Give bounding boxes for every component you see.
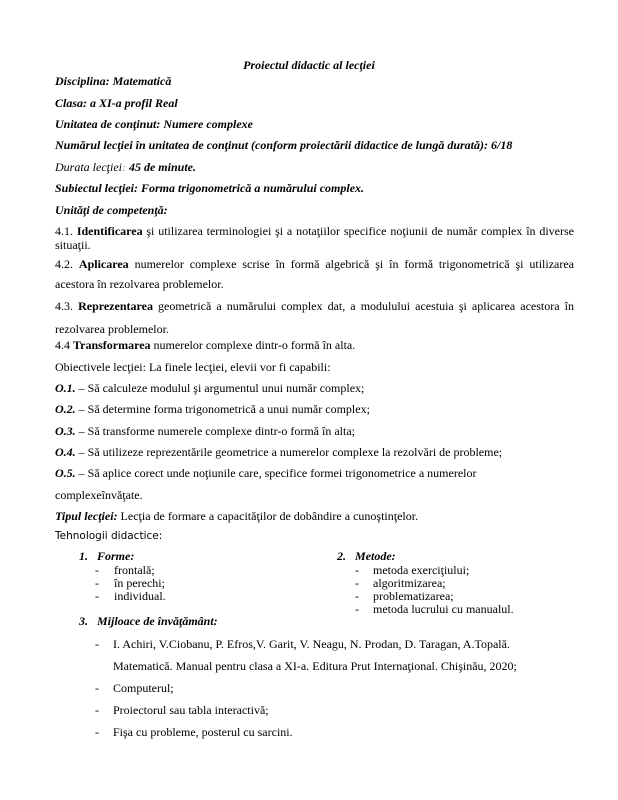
obiectiv-1: O.1. – Să calculeze modulul şi argumentul unui număr complex; [55,381,365,395]
metode-dash-2: - [355,576,359,590]
durata-label: Durata lecţiei [55,160,122,174]
mijloace-item-1-cont: Matematică. Manual pentru clasa a XI-a. Editura Prut Internaţional. Chişinău, 2020; [113,659,517,673]
tipul-lectiei: Tipul lecţiei: Lecţia de formare a capacităţilor de dobândire a cunoştinţelor. [55,509,419,523]
metode-title: Metode: [355,549,396,563]
mijloace-number: 3. [79,614,88,628]
obiectiv-4: O.4. – Să utilizeze reprezentările geometrice a numerelor complexe la rezolvări de probleme; [55,445,503,459]
metode-dash-3: - [355,589,359,603]
forme-title: Forme: [97,549,135,563]
mijloace-item-2: Computerul; [113,681,174,695]
mijloace-dash-4: - [95,725,99,739]
forme-dash-2: - [95,576,99,590]
durata-colon: : [121,160,126,174]
competenta-4-4: 4.4 Transformarea numerelor complexe dintr-o formă în alta. [55,338,356,352]
metode-number: 2. [337,549,346,563]
unitati-competenta: Unităţi de competenţă: [55,203,168,217]
forme-item-1: frontală; [114,563,155,577]
clasa: Clasa: a XI-a profil Real [55,96,178,110]
mijloace-dash-3: - [95,703,99,717]
forme-item-2: în perechi; [114,576,165,590]
obiectiv-3: O.3. – Să transforme numerele complexe dintr-o formă în alta; [55,424,355,438]
mijloace-item-1: I. Achiri, V.Ciobanu, P. Efros,V. Garit, V. Neagu, N. Prodan, D. Taragan, A.Topală. [113,637,510,651]
mijloace-title: Mijloace de învăţământ: [97,614,218,628]
forme-dash-3: - [95,589,99,603]
forme-number: 1. [79,549,88,563]
obiectiv-2: O.2. – Să determine forma trigonometrică a unui număr complex; [55,402,370,416]
mijloace-item-3: Proiectorul sau tabla interactivă; [113,703,269,717]
durata [55,160,574,175]
obiectiv-5-cont: complexeînvăţate. [55,488,143,502]
metode-dash-1: - [355,563,359,577]
obiectiv-5: O.5. – Să aplice corect unde noţiunile care, specifice formei trigonometrice a numerelor [55,466,477,480]
metode-dash-4: - [355,602,359,616]
mijloace-dash-2: - [95,681,99,695]
metode-item-1: metoda exerciţiului; [373,563,470,577]
obiective-intro: Obiectivele lecţiei: La finele lecţiei, elevii vor fi capabili: [55,360,331,374]
metode-item-4: metoda lucrului cu manualul. [373,602,514,616]
mijloace-item-4: Fişa cu probleme, posterul cu sarcini. [113,725,293,739]
disciplina: Disciplina: Matematică [55,74,172,88]
durata-value: 45 de minute. [125,160,196,174]
metode-item-3: problematizarea; [373,589,454,603]
metode-item-2: algoritmizarea; [373,576,446,590]
tehnologii-didactice: Tehnologii didactice: [55,530,163,542]
forme-item-3: individual. [114,589,166,603]
subiectul: Subiectul lecţiei: Forma trigonometrică a numărului complex. [55,181,365,195]
numarul-lectiei: Numărul lecţiei în unitatea de conţinut (conform proiectării didactice de lungă durată): 6/18 [55,138,513,152]
competenta-4-3: 4.3. Reprezentarea geometrică a numărului complex dat, a modulului acestuia şi aplicarea acestora în rezolvarea problemelor. [55,299,574,336]
competenta-4-2: 4.2. Aplicarea numerelor complexe scrise în formă algebrică şi în formă trigonometrică şi utilizarea acestora în rezolvarea problemelor. [55,257,574,291]
forme-dash-1: - [95,563,99,577]
mijloace-dash-1: - [95,637,99,651]
unitatea: Unitatea de conţinut: Numere complexe [55,117,253,131]
page-title: Proiectul didactic al lecţiei [243,58,375,72]
competenta-4-1: 4.1. Identificarea şi utilizarea terminologiei şi a notaţiilor specifice noţiunii de număr complex în diverse situaţii. [55,224,574,252]
